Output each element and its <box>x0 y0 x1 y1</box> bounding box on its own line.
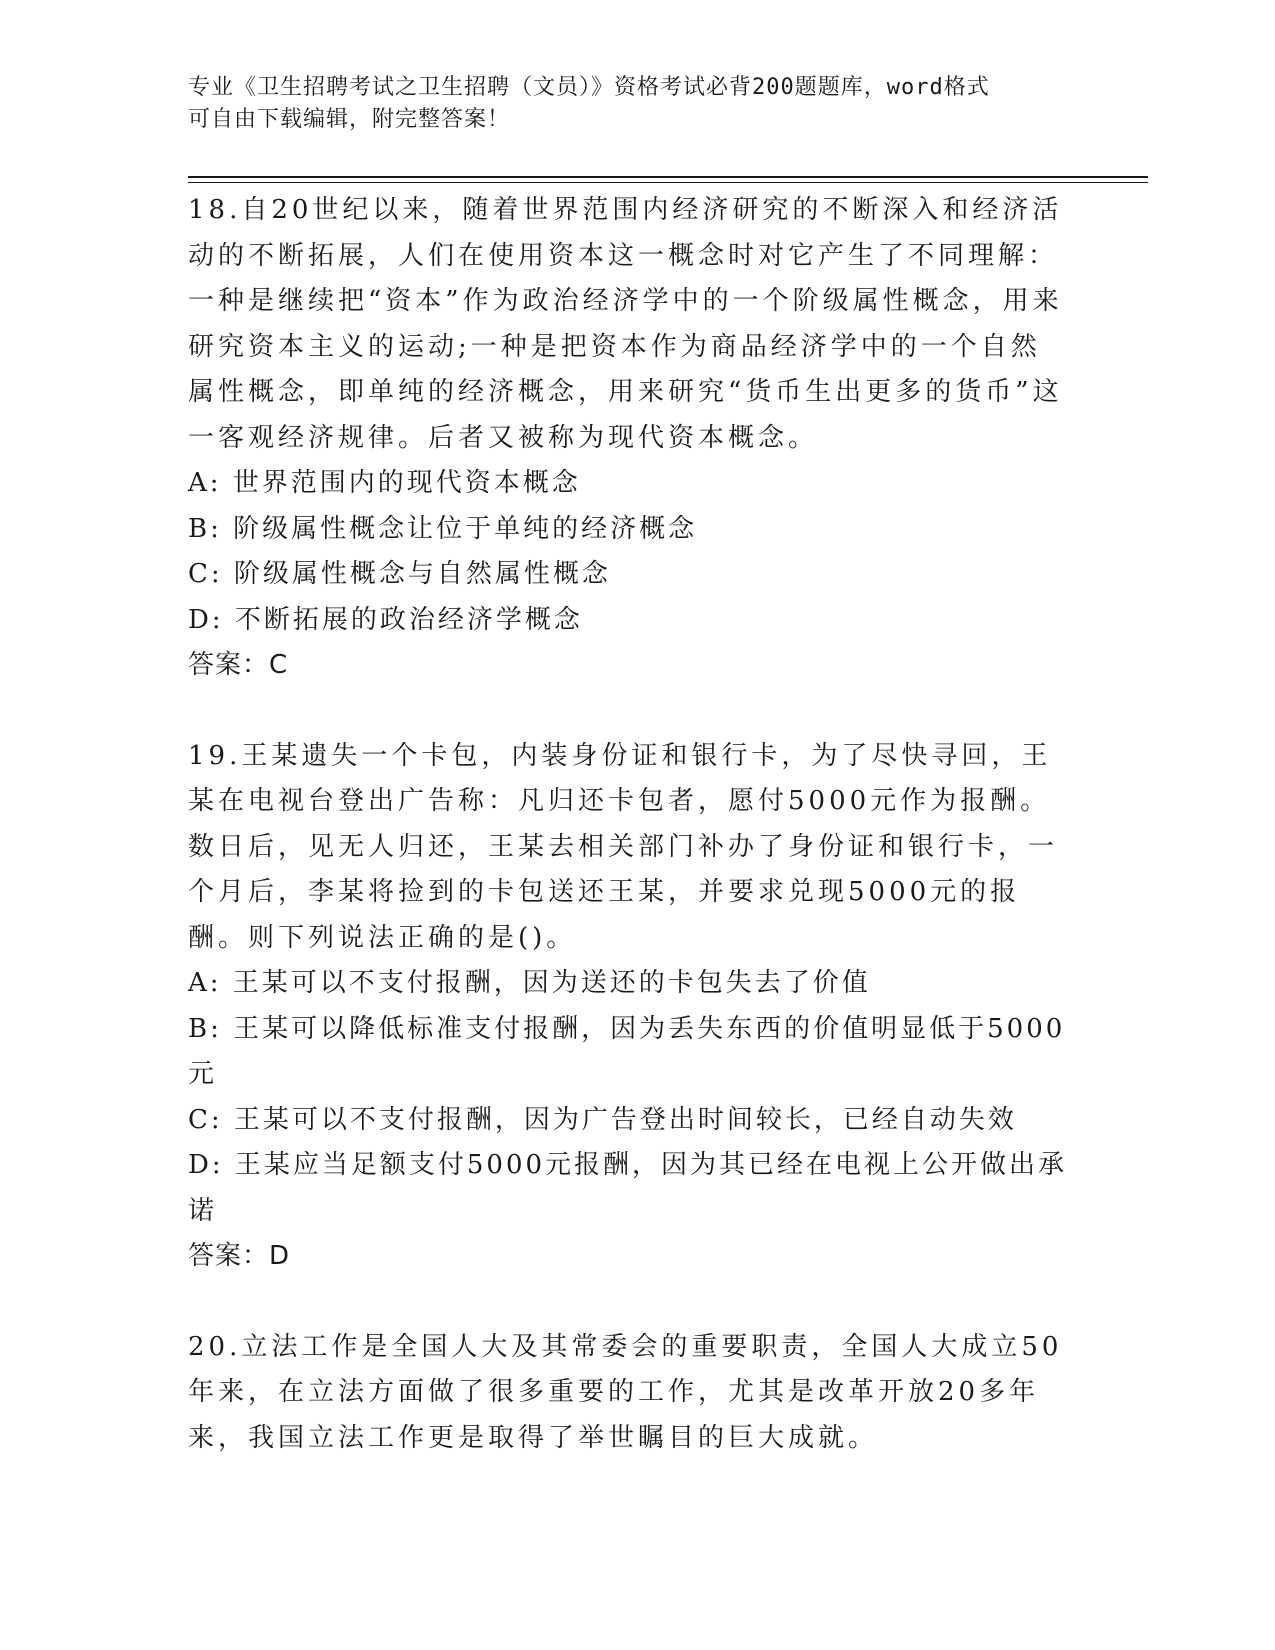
header-rule-thick <box>188 176 1148 178</box>
option-a: A: 王某可以不支付报酬，因为送还的卡包失去了价值 <box>188 968 871 998</box>
header-line-1: 专业《卫生招聘考试之卫生招聘（文员）》资格考试必背200题题库，word格式 <box>188 75 990 100</box>
question-20 <box>188 1325 1068 1462</box>
header-rule-thin <box>188 182 1148 183</box>
question-stem: 19.王某遗失一个卡包，内装身份证和银行卡，为了尽快寻回，王某在电视台登出广告称：凡归还卡包者，愿付5000元作为报酬。数日后，见无人归还，王某去相关部门补办了身份证和银行卡，一个月后，李某将捡到的卡包送还王某，并要求兑现5000元的报酬。则下列说法正确的是()。 <box>188 740 1059 953</box>
option-d: D: 王某应当足额支付5000元报酬，因为其已经在电视上公开做出承诺 <box>188 1150 1068 1226</box>
question-18 <box>188 188 1068 689</box>
option-c: C: 阶级属性概念与自然属性概念 <box>188 559 611 589</box>
answer: 答案：D <box>188 1241 291 1271</box>
document-header <box>188 72 1068 136</box>
question-list <box>188 188 1068 1461</box>
question-19 <box>188 734 1068 1280</box>
answer: 答案：C <box>188 650 289 680</box>
option-d: D: 不断拓展的政治经济学概念 <box>188 604 583 635</box>
spacer <box>188 689 1068 734</box>
question-stem: 18.自20世纪以来，随着世界范围内经济研究的不断深入和经济活动的不断拓展，人们在使用资本这一概念时对它产生了不同理解：一种是继续把“资本”作为政治经济学中的一个阶级属性概念，用来研究资本主义的运动;一种是把资本作为商品经济学中的一个自然属性概念，即单纯的经济概念，用来研究“货币生出更多的货币”这一客观经济规律。后者又被称为现代资本概念。 <box>188 195 1063 453</box>
option-a: A: 世界范围内的现代资本概念 <box>188 468 581 498</box>
question-stem: 20.立法工作是全国人大及其常委会的重要职责，全国人大成立50年来，在立法方面做了很多重要的工作，尤其是改革开放20多年来，我国立法工作更是取得了举世瞩目的巨大成就。 <box>188 1331 1063 1453</box>
option-b: B: 阶级属性概念让位于单纯的经济概念 <box>188 513 698 544</box>
option-b: B: 王某可以降低标准支付报酬，因为丢失东西的价值明显低于5000元 <box>188 1013 1066 1089</box>
spacer <box>188 1280 1068 1325</box>
option-c: C: 王某可以不支付报酬，因为广告登出时间较长，已经自动失效 <box>188 1104 1017 1135</box>
header-line-2: 可自由下载编辑，附完整答案！ <box>188 107 511 132</box>
